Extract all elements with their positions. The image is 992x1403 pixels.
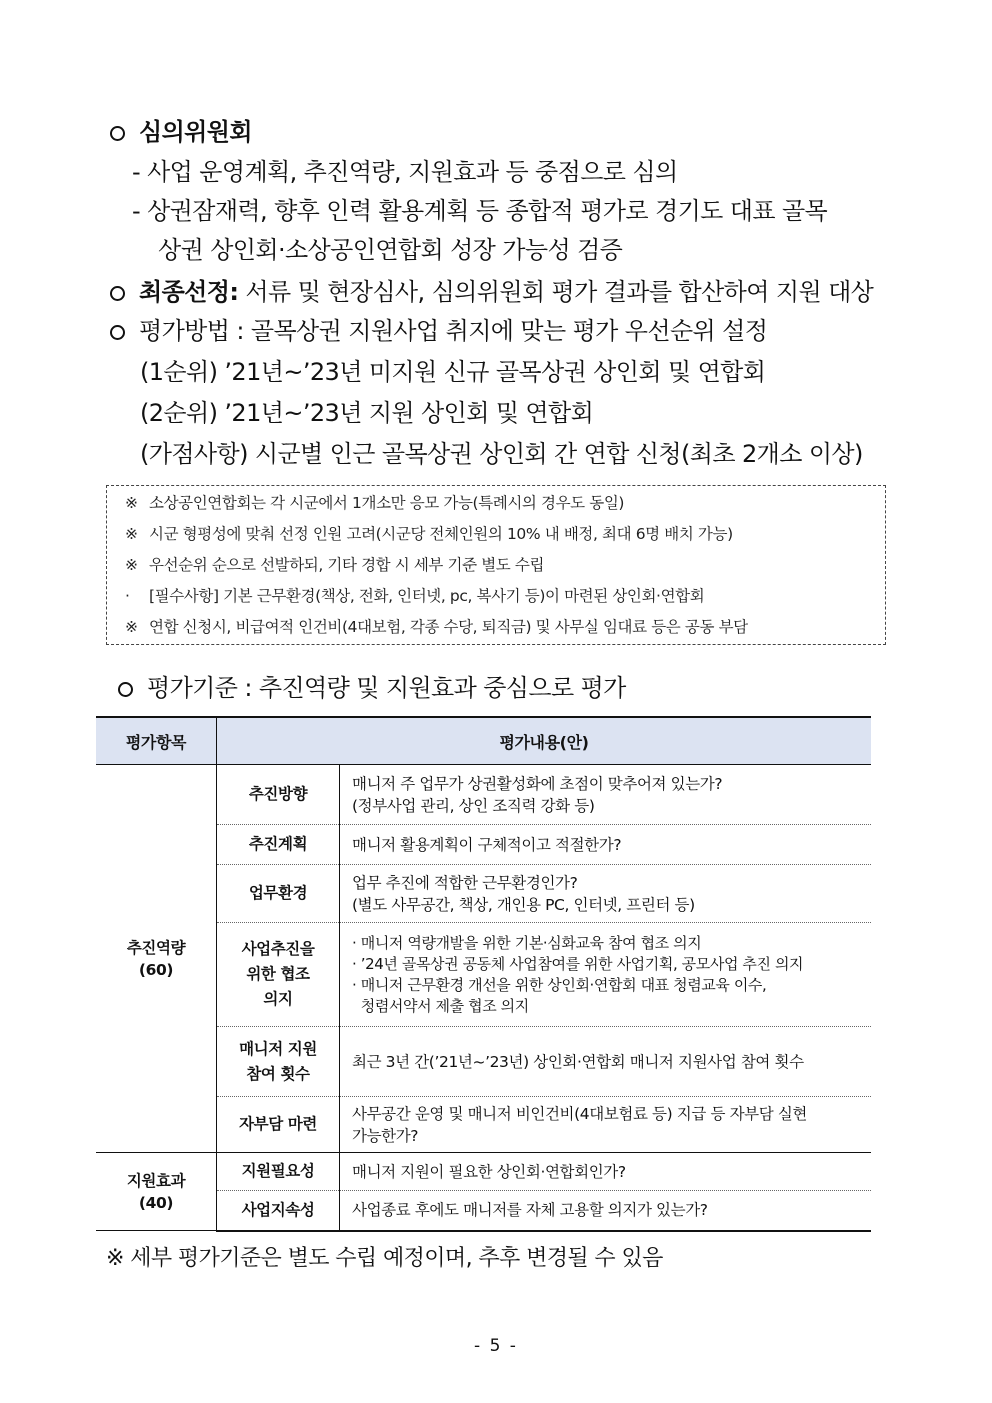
item-cell: 사업추진을 위한 협조 의지 <box>217 923 340 1027</box>
desc-cell: 업무 추진에 적합한 근무환경인가? (별도 사무공간, 책상, 개인용 PC, 인터넷, 프린터 등) <box>340 865 872 923</box>
circle-bullet-icon <box>110 126 125 141</box>
note-item: · [필수사항] 기본 근무환경(책상, 전화, 인터넷, pc, 복사기 등)이 마련된 상인회·연합회 <box>125 587 705 605</box>
desc-cell: 매니저 지원이 필요한 상인회·연합회인가? <box>340 1153 872 1191</box>
method-heading: 평가방법 : 골목상권 지원사업 취지에 맞는 평가 우선순위 설정 <box>110 315 767 347</box>
desc-cell: 최근 3년 간(’21년~’23년) 상인회·연합회 매니저 지원사업 참여 횟수 <box>340 1027 872 1097</box>
item-cell: 추진계획 <box>217 825 340 865</box>
table-header-row <box>96 717 871 765</box>
header-content: 평가내용(안) <box>217 717 872 765</box>
final-selection-title: 최종선정: <box>139 278 239 306</box>
item-cell: 자부담 마련 <box>217 1097 340 1153</box>
committee-bullet-1: - 사업 운영계획, 추진역량, 지원효과 등 중점으로 심의 <box>132 158 678 186</box>
item-cell: 업무환경 <box>217 865 340 923</box>
note-item: ※ 우선순위 순으로 선발하되, 기타 경합 시 세부 기준 별도 수립 <box>125 556 545 574</box>
committee-bullet-2-line-2: 상권 상인회·소상공인연합회 성장 가능성 검증 <box>158 236 623 264</box>
committee-heading: 심의위원회 <box>110 116 252 148</box>
page-number: - 5 - <box>474 1336 518 1356</box>
method-bonus: (가점사항) 시군별 인근 골목상권 상인회 간 연합 신청(최초 2개소 이상) <box>140 440 863 468</box>
table-row <box>96 1153 871 1191</box>
desc-cell: · 매니저 역량개발을 위한 기본·심화교육 참여 협조 의지 · ’24년 골목상권 공동체 사업참여를 위한 사업기획, 공모사업 추진 의지 · 매니저 근무환경 개선을 위한 상인회·연합회 대표 청렴교육 이수, 청렴서약서 제출 협조 의지 <box>340 923 872 1027</box>
note-item: ※ 연합 신청시, 비급여적 인건비(4대보험, 각종 수당, 퇴직금) 및 사무실 임대료 등은 공동 부담 <box>125 618 748 636</box>
desc-cell: 사무공간 운영 및 매니저 비인건비(4대보험료 등) 지급 등 자부담 실현 가능한가? <box>340 1097 872 1153</box>
circle-bullet-icon <box>118 682 133 697</box>
final-selection <box>110 276 873 308</box>
note-item: ※ 시군 형평성에 맞춰 선정 인원 고려(시군당 전체인원의 10% 내 배정, 최대 6명 배치 가능) <box>125 525 733 543</box>
final-selection-text: 서류 및 현장심사, 심의위원회 평가 결과를 합산하여 지원 대상 <box>238 278 874 306</box>
method-rank-1: (1순위) ’21년~’23년 미지원 신규 골목상권 상인회 및 연합회 <box>140 358 766 386</box>
notes-box <box>106 485 886 645</box>
desc-cell: 매니저 주 업무가 상권활성화에 초점이 맞추어져 있는가? (정부사업 관리, 상인 조직력 강화 등) <box>340 765 872 825</box>
circle-bullet-icon <box>110 286 125 301</box>
committee-bullet-2-line-1: - 상권잠재력, 향후 인력 활용계획 등 종합적 평가로 경기도 대표 골목 <box>132 197 828 225</box>
circle-bullet-icon <box>110 325 125 340</box>
table-row <box>96 765 871 825</box>
group-effect: 지원효과 (40) <box>96 1153 217 1231</box>
item-cell: 추진방향 <box>217 765 340 825</box>
desc-cell: 사업종료 후에도 매니저를 자체 고용할 의지가 있는가? <box>340 1191 872 1231</box>
desc-cell: 매니저 활용계획이 구체적이고 적절한가? <box>340 825 872 865</box>
item-cell: 매니저 지원 참여 횟수 <box>217 1027 340 1097</box>
footer-note: ※ 세부 평가기준은 별도 수립 예정이며, 추후 변경될 수 있음 <box>106 1246 663 1271</box>
criteria-table <box>96 716 871 1232</box>
group-capacity: 추진역량 (60) <box>96 765 217 1153</box>
note-item: ※ 소상공인연합회는 각 시군에서 1개소만 응모 가능(특례시의 경우도 동일) <box>125 494 625 512</box>
item-cell: 지원필요성 <box>217 1153 340 1191</box>
method-rank-2: (2순위) ’21년~’23년 지원 상인회 및 연합회 <box>140 399 594 427</box>
item-cell: 사업지속성 <box>217 1191 340 1231</box>
header-item: 평가항목 <box>96 717 217 765</box>
criteria-heading: 평가기준 : 추진역량 및 지원효과 중심으로 평가 <box>118 672 626 704</box>
